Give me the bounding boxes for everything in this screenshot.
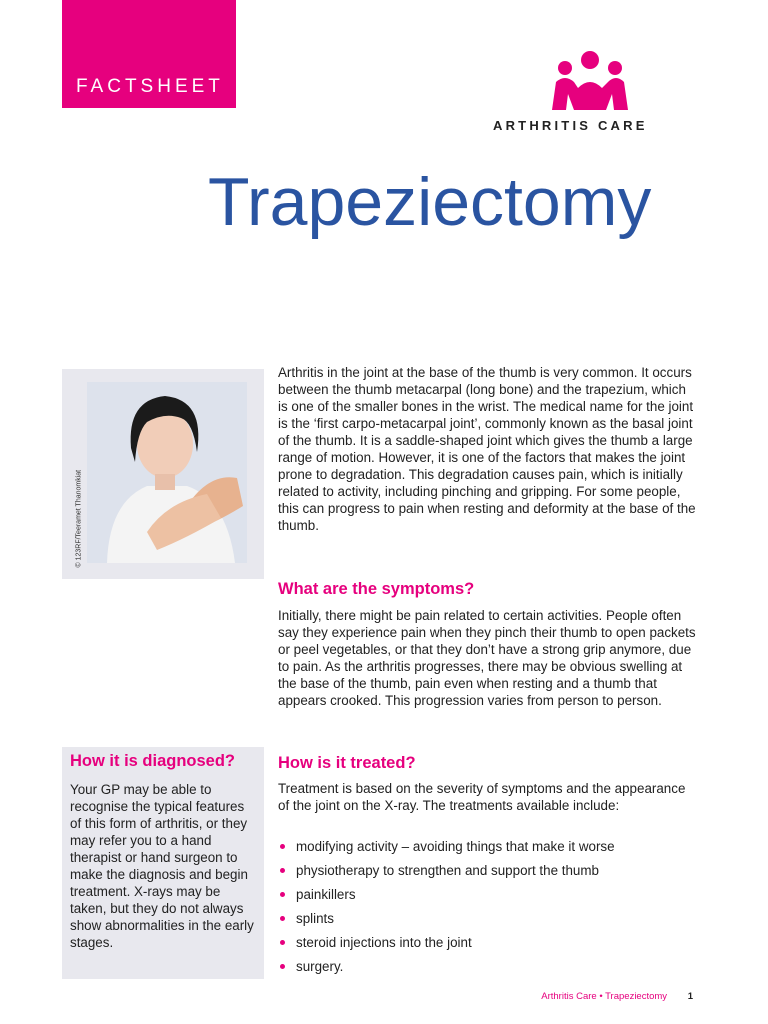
- list-item: physiotherapy to strengthen and support the thumb: [278, 862, 698, 879]
- list-item: modifying activity – avoiding things that make it worse: [278, 838, 698, 855]
- diagnosis-heading: How it is diagnosed?: [70, 752, 236, 770]
- treatment-list: [278, 838, 698, 982]
- bullet-icon: [280, 868, 285, 873]
- page-footer: [541, 991, 693, 1002]
- list-item: surgery.: [278, 958, 698, 975]
- bullet-icon: [280, 940, 285, 945]
- page-number: 1: [687, 991, 693, 1002]
- photo-frame: [62, 369, 264, 579]
- list-item: painkillers: [278, 886, 698, 903]
- treatment-paragraph: Treatment is based on the severity of symptoms and the appearance of the joint on the X-ray. The treatments available include:: [278, 781, 686, 813]
- list-item: splints: [278, 910, 698, 927]
- factsheet-banner: [62, 0, 236, 108]
- people-logo-icon: [550, 48, 692, 110]
- diagnosis-box: [62, 747, 264, 979]
- treatment-heading: How is it treated?: [278, 754, 416, 772]
- list-item: steroid injections into the joint: [278, 934, 698, 951]
- arthritis-care-logo: [490, 48, 702, 138]
- footer-text: Arthritis Care • Trapeziectomy: [541, 991, 668, 1002]
- brand-name: ARTHRITIS CARE: [493, 118, 648, 133]
- intro-paragraph: Arthritis in the joint at the base of the thumb is very common. It occurs between the thumb metacarpal (long bone) and the trapezium, which is one of the smaller bones in the wrist. The medical name for the joint is the ‘first carpo-metacarpal joint’, commonly known as the basal joint of the thumb. It is a saddle-shaped joint which gives the thumb a large range of motion. However, it is one of the factors that makes the joint prone to degradation. This degradation causes pain, which is initially related to activity, including pinching and gripping. For some people, this can progress to pain when resting and deformity at the base of the thumb.: [278, 365, 696, 533]
- woman-holding-wrist-photo: [87, 382, 247, 563]
- bullet-icon: [280, 964, 285, 969]
- photo-credit: [64, 459, 84, 579]
- diagnosis-paragraph: Your GP may be able to recognise the typical features of this form of arthritis, or they may refer you to a hand therapist or hand surgeon to make the diagnosis and begin treatment. X-rays may be taken, but they do not always show abnormalities in the early stages.: [70, 782, 254, 950]
- symptoms-heading: What are the symptoms?: [278, 580, 475, 598]
- symptoms-paragraph: Initially, there might be pain related to certain activities. People often say they experience pain when they pinch their thumb to open packets or peel vegetables, or that they don’t have a strong grip anymore, due to pain. As the arthritis progresses, there may be obvious swelling at the base of the thumb, pain even when resting and a thumb that appears crooked. This progression varies from person to person.: [278, 608, 696, 708]
- photo-credit-text: © 123RF/Teeramet Thanomkiat: [75, 469, 83, 568]
- bullet-icon: [280, 892, 285, 897]
- factsheet-label: FACTSHEET: [76, 76, 224, 97]
- bullet-icon: [280, 916, 285, 921]
- bullet-icon: [280, 844, 285, 849]
- page-title: Trapeziectomy: [208, 164, 652, 240]
